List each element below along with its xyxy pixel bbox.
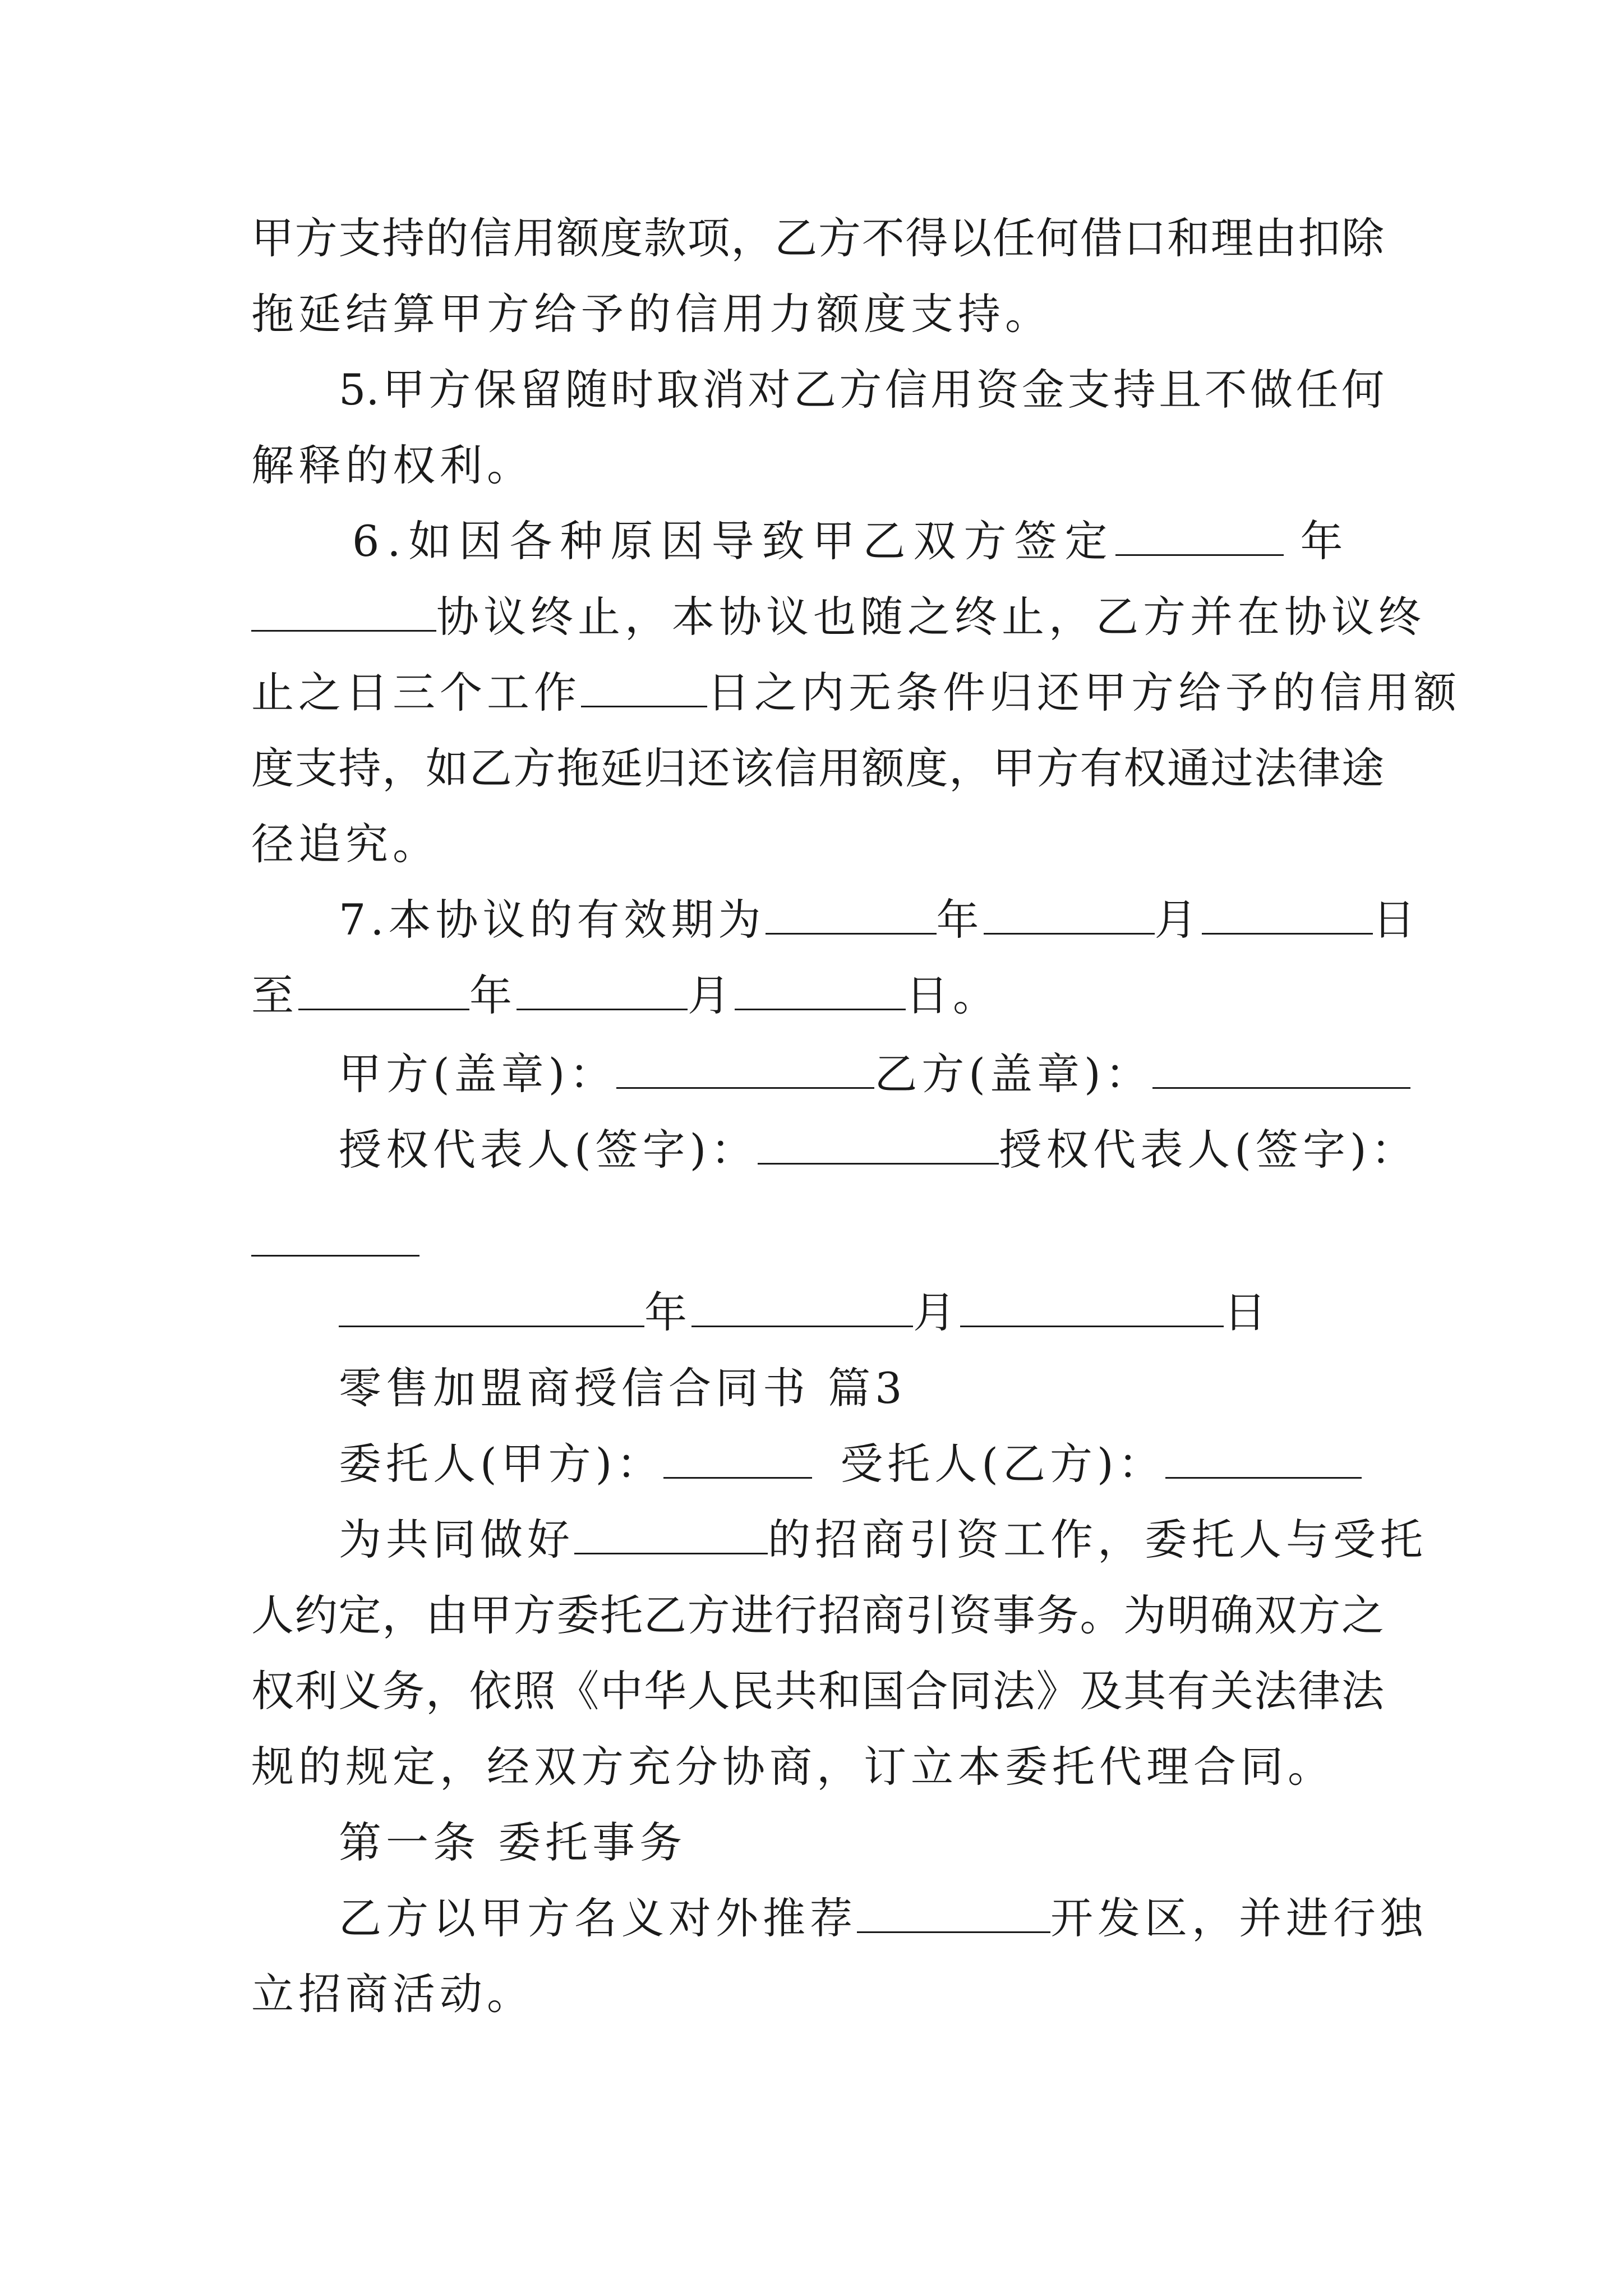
clause-5: 5.甲方保留随时取消对乙方信用资金支持且不做任何 [339,365,1384,415]
parties-line: 委托人(甲方)： 受托人(乙方)： [339,1436,1384,1492]
signature-representative-line: 授权代表人(签字)： 授权代表人(签字)： [339,1125,1418,1175]
text-line: 至 年 月 日。 [251,970,1000,1020]
clause-6: 6.如因各种原因导致甲乙双方签定 年 [352,516,1351,566]
text-line: 乙方以甲方名义对外推荐 开发区，并进行独 [339,1893,1427,1943]
blank-field [1202,894,1373,935]
blank-field [691,1286,913,1327]
blank-field [251,591,436,632]
blank-field [663,1438,812,1479]
blank-field [517,969,688,1010]
blank-field [1152,1048,1410,1089]
article-heading: 第一条 委托事务 [339,1818,687,1867]
text-line: 人约定，由甲方委托乙方进行招商引资事务。为明确双方之 [251,1590,1384,1640]
blank-field [1115,515,1284,556]
text-line: 甲方支持的信用额度款项，乙方不得以任何借口和理由扣除 [251,213,1384,263]
text-line: 权利义务，依照《中华人民共和国合同法》及其有关法律法 [251,1666,1384,1716]
section-heading: 零售加盟商授信合同书 篇3 [339,1363,907,1413]
text-line: 规的规定，经双方充分协商，订立本委托代理合同。 [251,1742,1335,1792]
signing-date-line: 年 月 日 [339,1285,1384,1341]
text-line: 解释的权利。 [251,440,534,490]
blank-field [574,1513,768,1554]
blank-field [766,894,937,935]
text-line: 止之日三个工作 日之内无条件归还甲方给予的信用额 [251,668,1461,717]
blank-field [298,969,469,1010]
blank-field [616,1048,874,1089]
blank-field [758,1124,999,1165]
clause-7: 7.本协议的有效期为 年 月 日 [339,895,1420,945]
blank-field [339,1286,644,1327]
blank-field [857,1892,1050,1933]
blank-field [581,666,707,707]
text-line: 径追究。 [251,819,440,869]
text-line: 协议终止，本协议也随之终止，乙方并在协议终 [251,589,1384,645]
blank-field [984,894,1155,935]
text-line: 为共同做好 的招商引资工作，委托人与受托 [339,1515,1427,1565]
signature-seal-line: 甲方(盖章)： 乙方(盖章)： [339,1046,1384,1102]
text-line: 立招商活动。 [251,1969,534,2019]
blank-field [251,1255,419,1257]
text-line: 拖延结算甲方给予的信用力额度支持。 [251,289,1052,339]
blank-field [735,969,906,1010]
blank-field [1165,1438,1362,1479]
text-line: 度支持，如乙方拖延归还该信用额度，甲方有权通过法律途 [251,743,1384,793]
blank-field [960,1286,1224,1327]
